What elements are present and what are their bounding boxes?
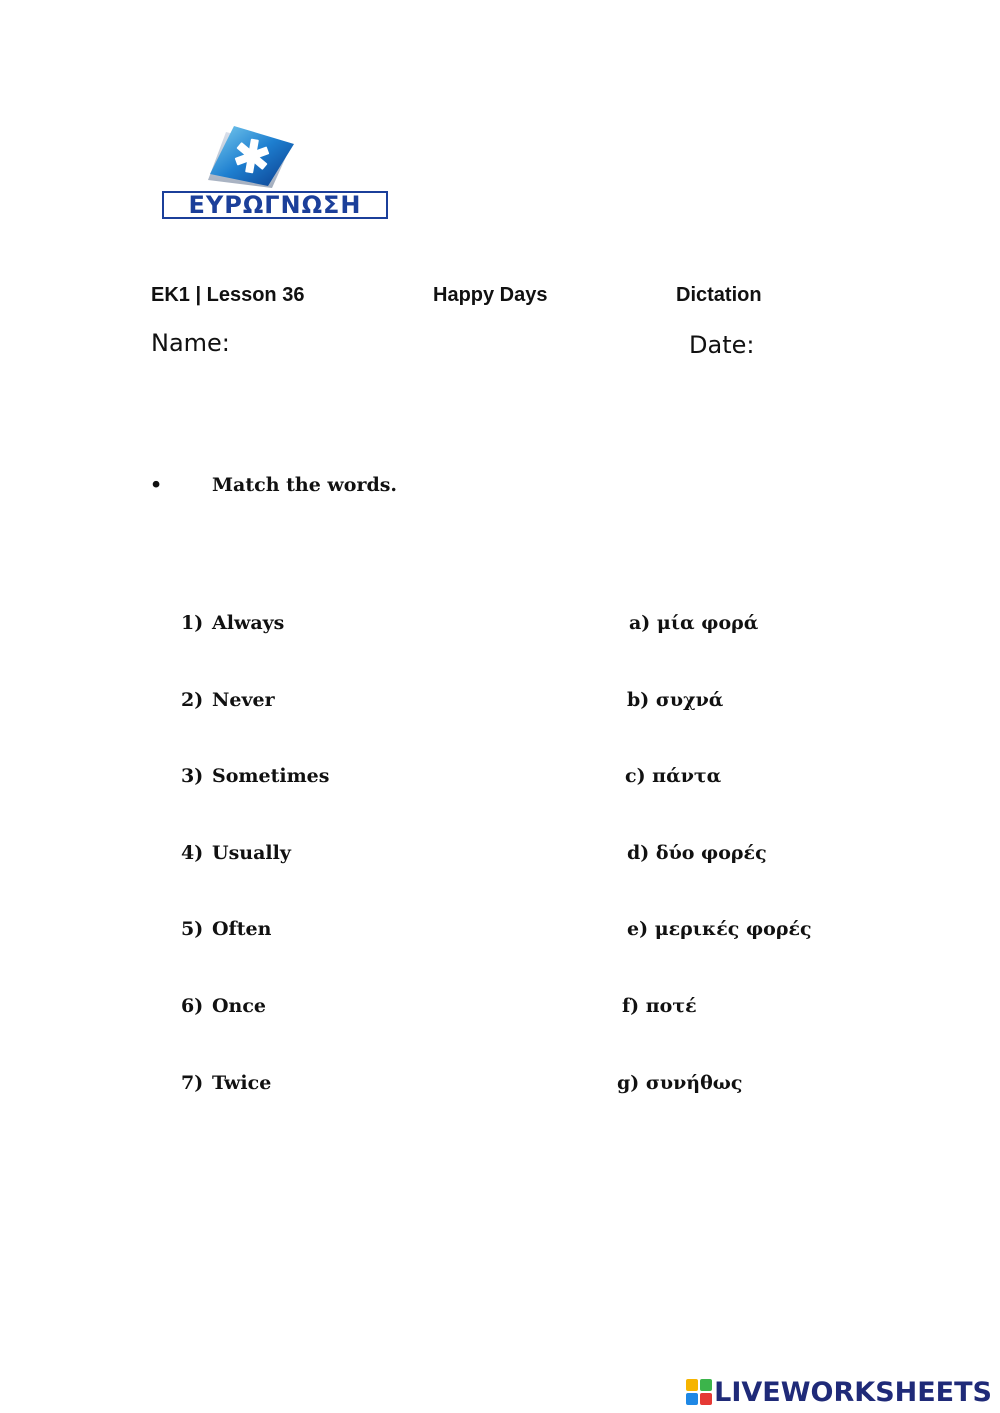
list-item-right: e) μερικές φορές [627, 918, 812, 940]
list-item-right: b) συχνά [627, 689, 724, 711]
list-item-left: 4) Usually [181, 842, 291, 864]
liveworksheets-logo-icon [686, 1379, 712, 1405]
list-item-right: c) πάντα [625, 765, 722, 787]
list-item-left: 1) Always [181, 612, 285, 634]
list-item-left: 2) Never [181, 689, 275, 711]
instruction-text: Match the words. [212, 474, 398, 496]
topic-title: Happy Days [433, 284, 548, 306]
list-item-left: 5) Often [181, 918, 272, 940]
list-item-right: g) συνήθως [617, 1072, 743, 1094]
name-label: Name: [151, 329, 230, 357]
instruction-bullet: • [150, 474, 163, 496]
liveworksheets-watermark [686, 1374, 992, 1410]
list-item-right: f) ποτέ [622, 995, 697, 1017]
list-item-right: a) μία φορά [629, 612, 759, 634]
date-label: Date: [689, 331, 755, 359]
course-lesson-label: EK1 | Lesson 36 [151, 284, 305, 306]
logo-wordmark: ΕΥΡΩΓΝΩΣΗ [162, 191, 388, 219]
list-item-left: 3) Sometimes [181, 765, 330, 787]
list-item-right: d) δύο φορές [627, 842, 767, 864]
worksheet-type: Dictation [676, 284, 762, 306]
list-item-left: 6) Once [181, 995, 267, 1017]
watermark-text: LIVEWORKSHEETS [714, 1376, 992, 1408]
list-item-left: 7) Twice [181, 1072, 272, 1094]
